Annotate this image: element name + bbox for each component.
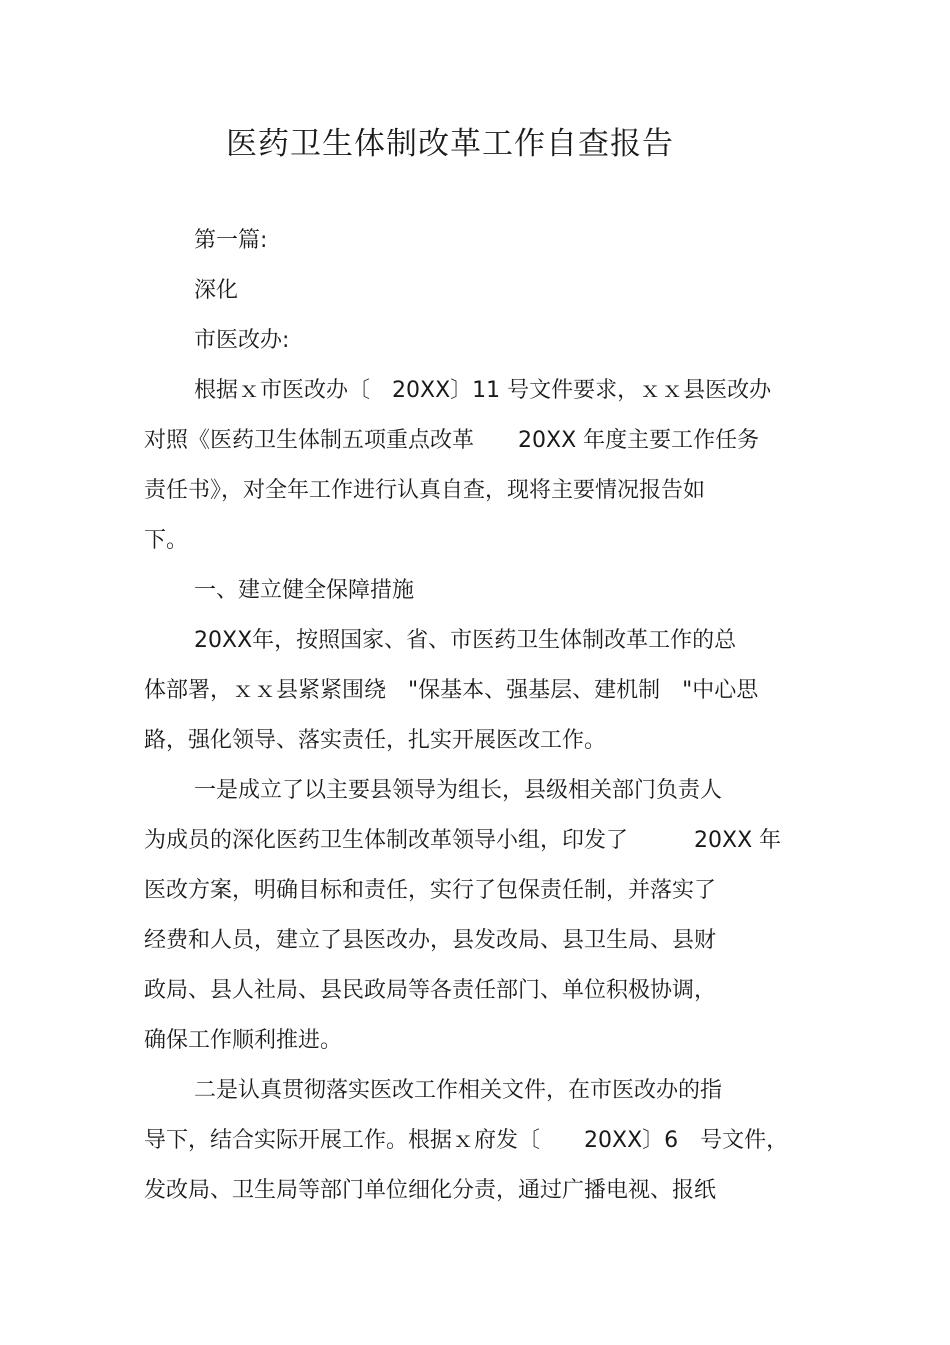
text-line: 第一篇: [194,228,268,253]
text-line: 体部署，ｘｘ县紧紧围绕 "保基本、强基层、建机制 "中心思 [144,678,759,703]
text-line: 根据ｘ市医改办〔 20XX〕11 号文件要求，ｘｘ县医改办 [194,378,772,403]
text-line: 确保工作顺利推进。 [144,1028,343,1053]
document-title: 医药卫生体制改革工作自查报告 [226,126,674,162]
text-line: 医改方案，明确目标和责任，实行了包保责任制，并落实了 [144,878,717,903]
text-line: 深化 [194,278,239,303]
text-line: 对照《医药卫生体制五项重点改革 20XX 年度主要工作任务 [144,428,760,453]
text-line: 二是认真贯彻落实医改工作相关文件，在市医改办的指 [194,1078,723,1103]
text-line: 经费和人员，建立了县医改办，县发改局、县卫生局、县财 [144,928,717,953]
text-line: 责任书》，对全年工作进行认真自查，现将主要情况报告如 [144,478,706,503]
text-line: 市医改办: [194,328,290,353]
text-line: 导下，结合实际开展工作。根据ｘ府发〔 20XX〕6 号文件， [144,1128,789,1153]
text-line: 发改局、卫生局等部门单位细化分责，通过广播电视、报纸 [144,1178,717,1203]
text-line: 政局、县人社局、县民政局等各责任部门、单位积极协调， [144,978,717,1003]
section-heading: 一、建立健全保障措施 [194,578,415,603]
text-line: 下。 [144,528,189,553]
text-line: 20XX年，按照国家、省、市医药卫生体制改革工作的总 [194,628,737,653]
text-line: 路，强化领导、落实责任，扎实开展医改工作。 [144,728,607,753]
text-line: 一是成立了以主要县领导为组长，县级相关部门负责人 [194,778,723,803]
text-line: 为成员的深化医药卫生体制改革领导小组，印发了 20XX 年 [144,828,782,853]
